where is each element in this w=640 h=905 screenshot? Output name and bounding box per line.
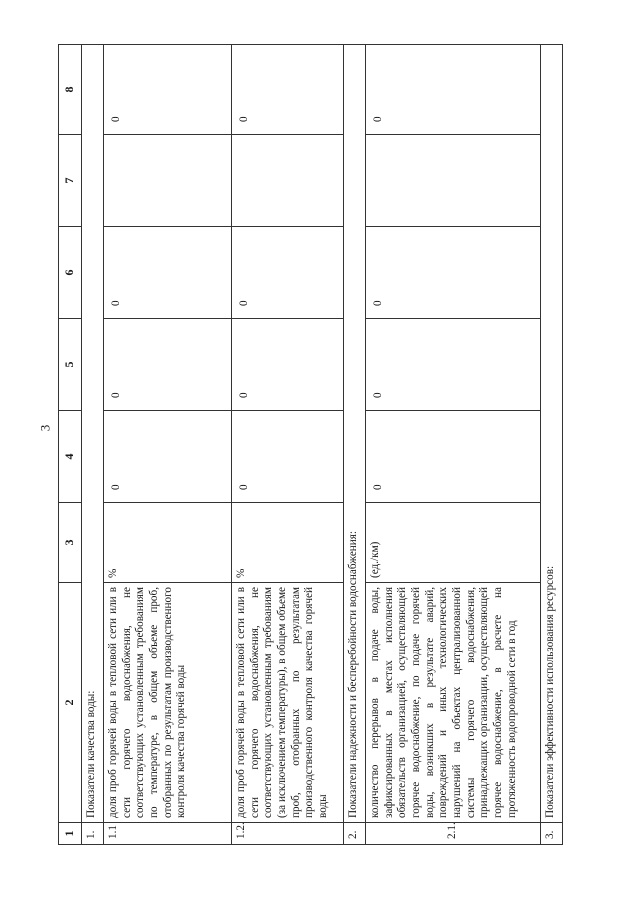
header-cell-3: 3 — [59, 503, 82, 583]
row-value-col6: 0 — [232, 227, 344, 319]
page-number: 3 — [37, 424, 53, 432]
row-value-col5: 0 — [104, 319, 232, 411]
section-number: 3. — [541, 823, 563, 845]
row-value-col5: 0 — [232, 319, 344, 411]
table-row — [366, 45, 541, 845]
row-value-col8: 0 — [366, 45, 541, 135]
row-value-col7 — [366, 135, 541, 227]
row-number: 1.1 — [104, 823, 232, 845]
header-cell-4: 4 — [59, 411, 82, 503]
row-value-col6: 0 — [366, 227, 541, 319]
row-value-col7 — [232, 135, 344, 227]
row-unit: % — [232, 503, 344, 583]
row-unit: (ед./км) — [366, 503, 541, 583]
row-value-col6: 0 — [104, 227, 232, 319]
section-number: 2. — [344, 823, 366, 845]
rotated-table-container — [58, 45, 563, 845]
row-value-col5: 0 — [366, 319, 541, 411]
row-number: 2.1. — [366, 823, 541, 845]
row-unit: % — [104, 503, 232, 583]
header-cell-7: 7 — [59, 135, 82, 227]
row-number: 1.2. — [232, 823, 344, 845]
header-cell-8: 8 — [59, 45, 82, 135]
row-value-col4: 0 — [104, 411, 232, 503]
row-value-col4: 0 — [366, 411, 541, 503]
row-description: количество перерывов в подаче воды, зафиксированных в местах исполнения обязательств организацией, осуществляющей горячее водоснабжение, по подаче горячей воды, возникших в результате аварий, повреждений и иных технологических нарушений на объектах централизованной системы горячего водоснабжения, принадлежащих организации, осуществляющей горячее водоснабжение, в расчете на протяженность водопроводной сети в год — [366, 583, 541, 823]
section-number: 1. — [82, 823, 104, 845]
row-value-col8: 0 — [232, 45, 344, 135]
header-cell-2: 2 — [59, 583, 82, 823]
row-value-col4: 0 — [232, 411, 344, 503]
header-cell-5: 5 — [59, 319, 82, 411]
row-value-col7 — [104, 135, 232, 227]
header-cell-6: 6 — [59, 227, 82, 319]
section-row-quality — [82, 45, 104, 845]
table-header-row — [59, 45, 82, 845]
row-value-col8: 0 — [104, 45, 232, 135]
section-row-reliability — [344, 45, 366, 845]
section-title: Показатели эффективности использования ресурсов: — [541, 45, 563, 823]
table-row — [104, 45, 232, 845]
row-description: доля проб горячей воды в тепловой сети или в сети горячего водоснабжения, не соответствующих установленным требованиям по температуре, в общем объеме проб, отобранных по результатам производственного контроля качества горячей воды — [104, 583, 232, 823]
section-title: Показатели качества воды: — [82, 45, 104, 823]
header-cell-1: 1 — [59, 823, 82, 845]
indicators-table — [58, 44, 563, 845]
section-title: Показатели надежности и бесперебойности водоснабжения: — [344, 45, 366, 823]
row-description: доля проб горячей воды в тепловой сети или в сети горячего водоснабжения, не соответствующих установленным требованиям (за исключением температуры), в общем объеме проб, отобранных по результатам производственного контроля качества горячей воды — [232, 583, 344, 823]
section-row-efficiency — [541, 45, 563, 845]
table-row — [232, 45, 344, 845]
